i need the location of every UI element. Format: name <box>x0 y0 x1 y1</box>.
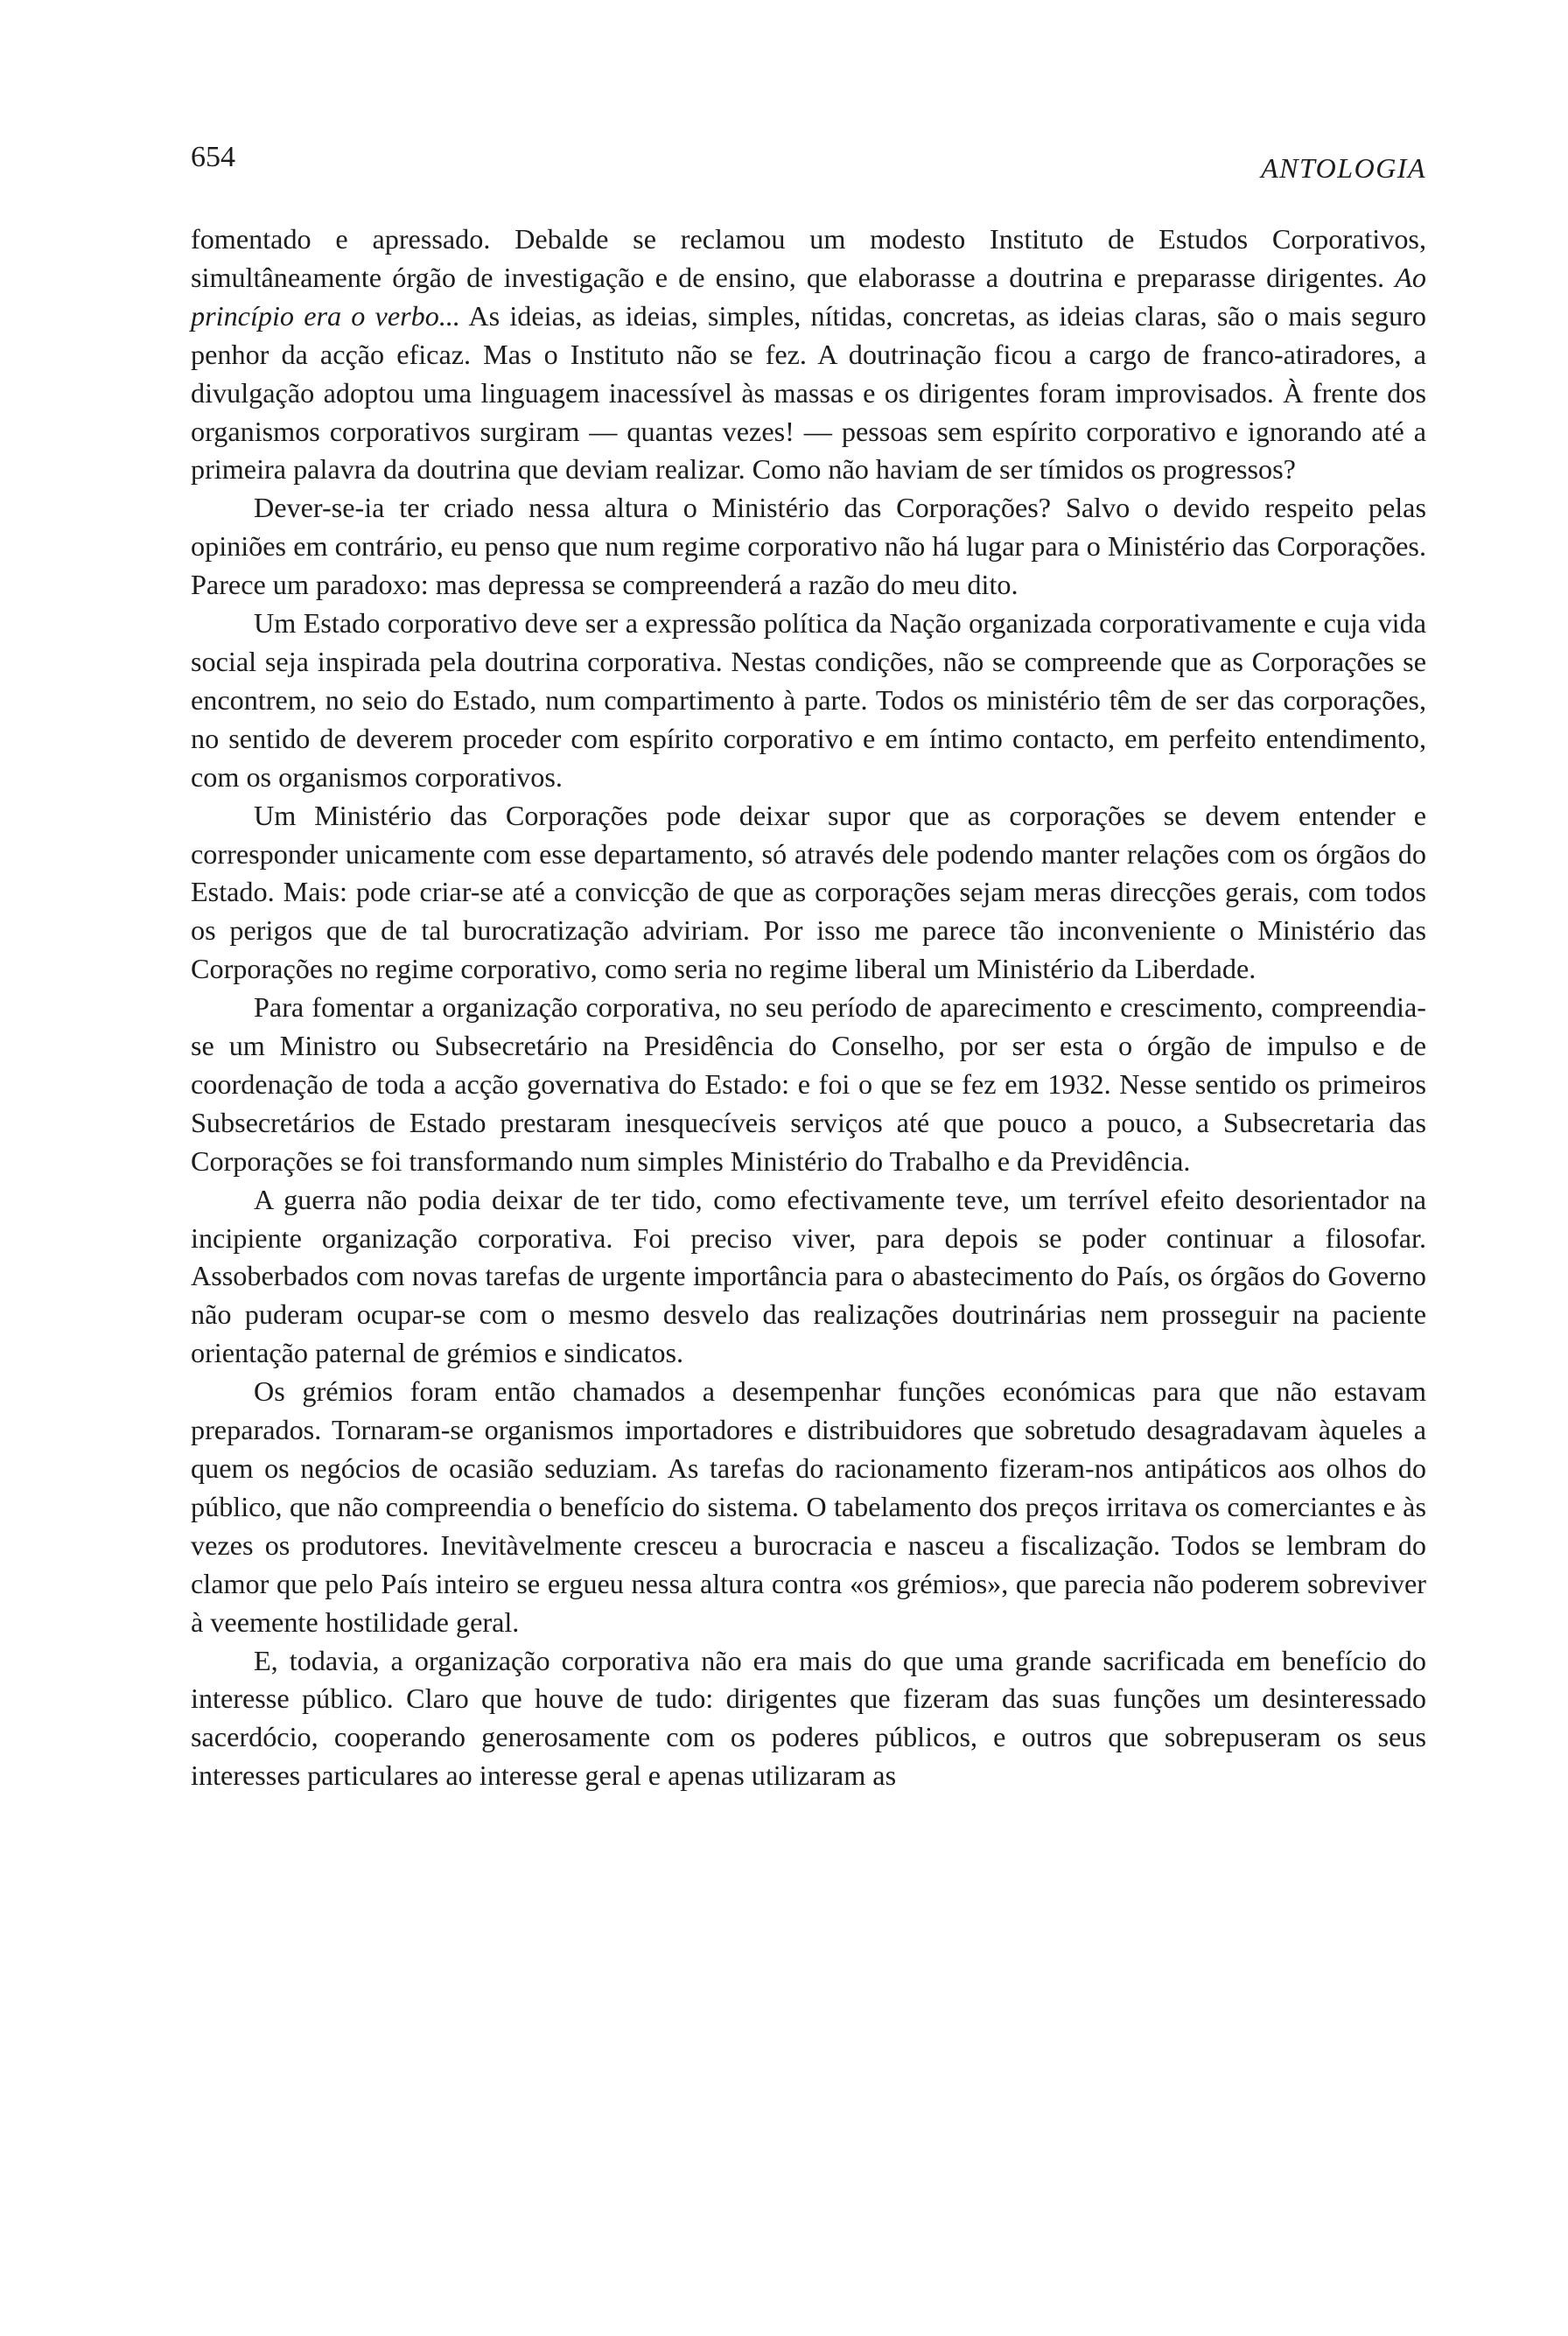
paragraph-text: fomentado e apressado. Debalde se reclamou um modesto Instituto de Estudos Corporativos, simultâneamente órgão de investigação e de ensino, que elaborasse a doutrina e preparasse dirigentes. <box>191 223 1426 293</box>
paragraph <box>191 220 1426 489</box>
paragraph: Dever-se-ia ter criado nessa altura o Ministério das Corporações? Salvo o devido respeito pelas opiniões em contrário, eu penso que num regime corporativo não há lugar para o Ministério das Corporações. Parece um paradoxo: mas depressa se compreenderá a razão do meu dito. <box>191 492 1426 601</box>
paragraph: A guerra não podia deixar de ter tido, como efectivamente teve, um terrível efeito desorientador na incipiente organização corporativa. Foi preciso viver, para depois se poder continuar a filosofar. Assoberbados com novas tarefas de urgente importância para o abastecimento do País, os órgãos do Governo não puderam ocupar-se com o mesmo desvelo das realizações doutrinárias nem prosseguir na paciente orientação paternal de grémios e sindicatos. <box>191 1183 1426 1369</box>
paragraph: E, todavia, a organização corporativa não era mais do que uma grande sacrificada em benefício do interesse público. Claro que houve de tudo: dirigentes que fizeram das suas funções um desinteressado sacerdócio, cooperando generosamente com os poderes públicos, e outros que sobrepuseram os seus interesses particulares ao interesse geral e apenas utilizaram as <box>191 1644 1426 1792</box>
paragraph: Para fomentar a organização corporativa, no seu período de aparecimento e crescimento, compreendia-se um Ministro ou Subsecretário na Presidência do Conselho, por ser esta o órgão de impulso e de coordenação de toda a acção governativa do Estado: e foi o que se fez em 1932. Nesse sentido os primeiros Subsecretários de Estado prestaram inesquecíveis serviços até que pouco a pouco, a Subsecretaria das Corporações se foi transformando num simples Ministério do Trabalho e da Previdência. <box>191 991 1426 1177</box>
page-number: 654 <box>191 141 235 173</box>
paragraph-text: As ideias, as ideias, simples, nítidas, concretas, as ideias claras, são o mais seguro penhor da acção eficaz. Mas o Instituto não se fez. A doutrinação ficou a cargo de franco-atiradores, a divulgação adoptou uma linguagem inacessível às massas e os dirigentes foram improvisados. À frente dos organismos corporativos surgiram — quantas vezes! — pessoas sem espírito corporativo e ignorando até a primeira palavra da doutrina que deviam realizar. Como não haviam de ser tímidos os progressos? <box>191 299 1426 486</box>
emphasis-quote: Ao princípio era o verbo... <box>191 261 1426 332</box>
paragraph: Um Estado corporativo deve ser a expressão política da Nação organizada corporativamente e cuja vida social seja inspirada pela doutrina corporativa. Nestas condições, não se compreende que as Corporações se encontrem, no seio do Estado, num compartimento à parte. Todos os ministério têm de ser das corporações, no sentido de deverem proceder com espírito corporativo e em íntimo contacto, em perfeito entendimento, com os organismos corporativos. <box>191 607 1426 793</box>
paragraph: Os grémios foram então chamados a desempenhar funções económicas para que não estavam preparados. Tornaram-se organismos importadores e distribuidores que sobretudo desagradavam àqueles a quem os negócios de ocasião seduziam. As tarefas do racionamento fizeram-nos antipáticos aos olhos do público, que não compreendia o benefício do sistema. O tabelamento dos preços irritava os comerciantes e às vezes os produtores. Inevitàvelmente cresceu a burocracia e nasceu a fiscalização. Todos se lembram do clamor que pelo País inteiro se ergueu nessa altura contra «os grémios», que parecia não poderem sobreviver à veemente hostilidade geral. <box>191 1375 1426 1638</box>
page-header <box>191 140 1426 184</box>
paragraph: Um Ministério das Corporações pode deixar supor que as corporações se devem entender e corresponder unicamente com esse departamento, só através dele podendo manter relações com os órgãos do Estado. Mais: pode criar-se até a convicção de que as corporações sejam meras direcções gerais, com todos os perigos que de tal burocratização adviriam. Por isso me parece tão inconveniente o Ministério das Corporações no regime corporativo, como seria no regime liberal um Ministério da Liberdade. <box>191 799 1426 985</box>
body-text <box>191 220 1426 1795</box>
running-head: ANTOLOGIA <box>1261 152 1426 184</box>
